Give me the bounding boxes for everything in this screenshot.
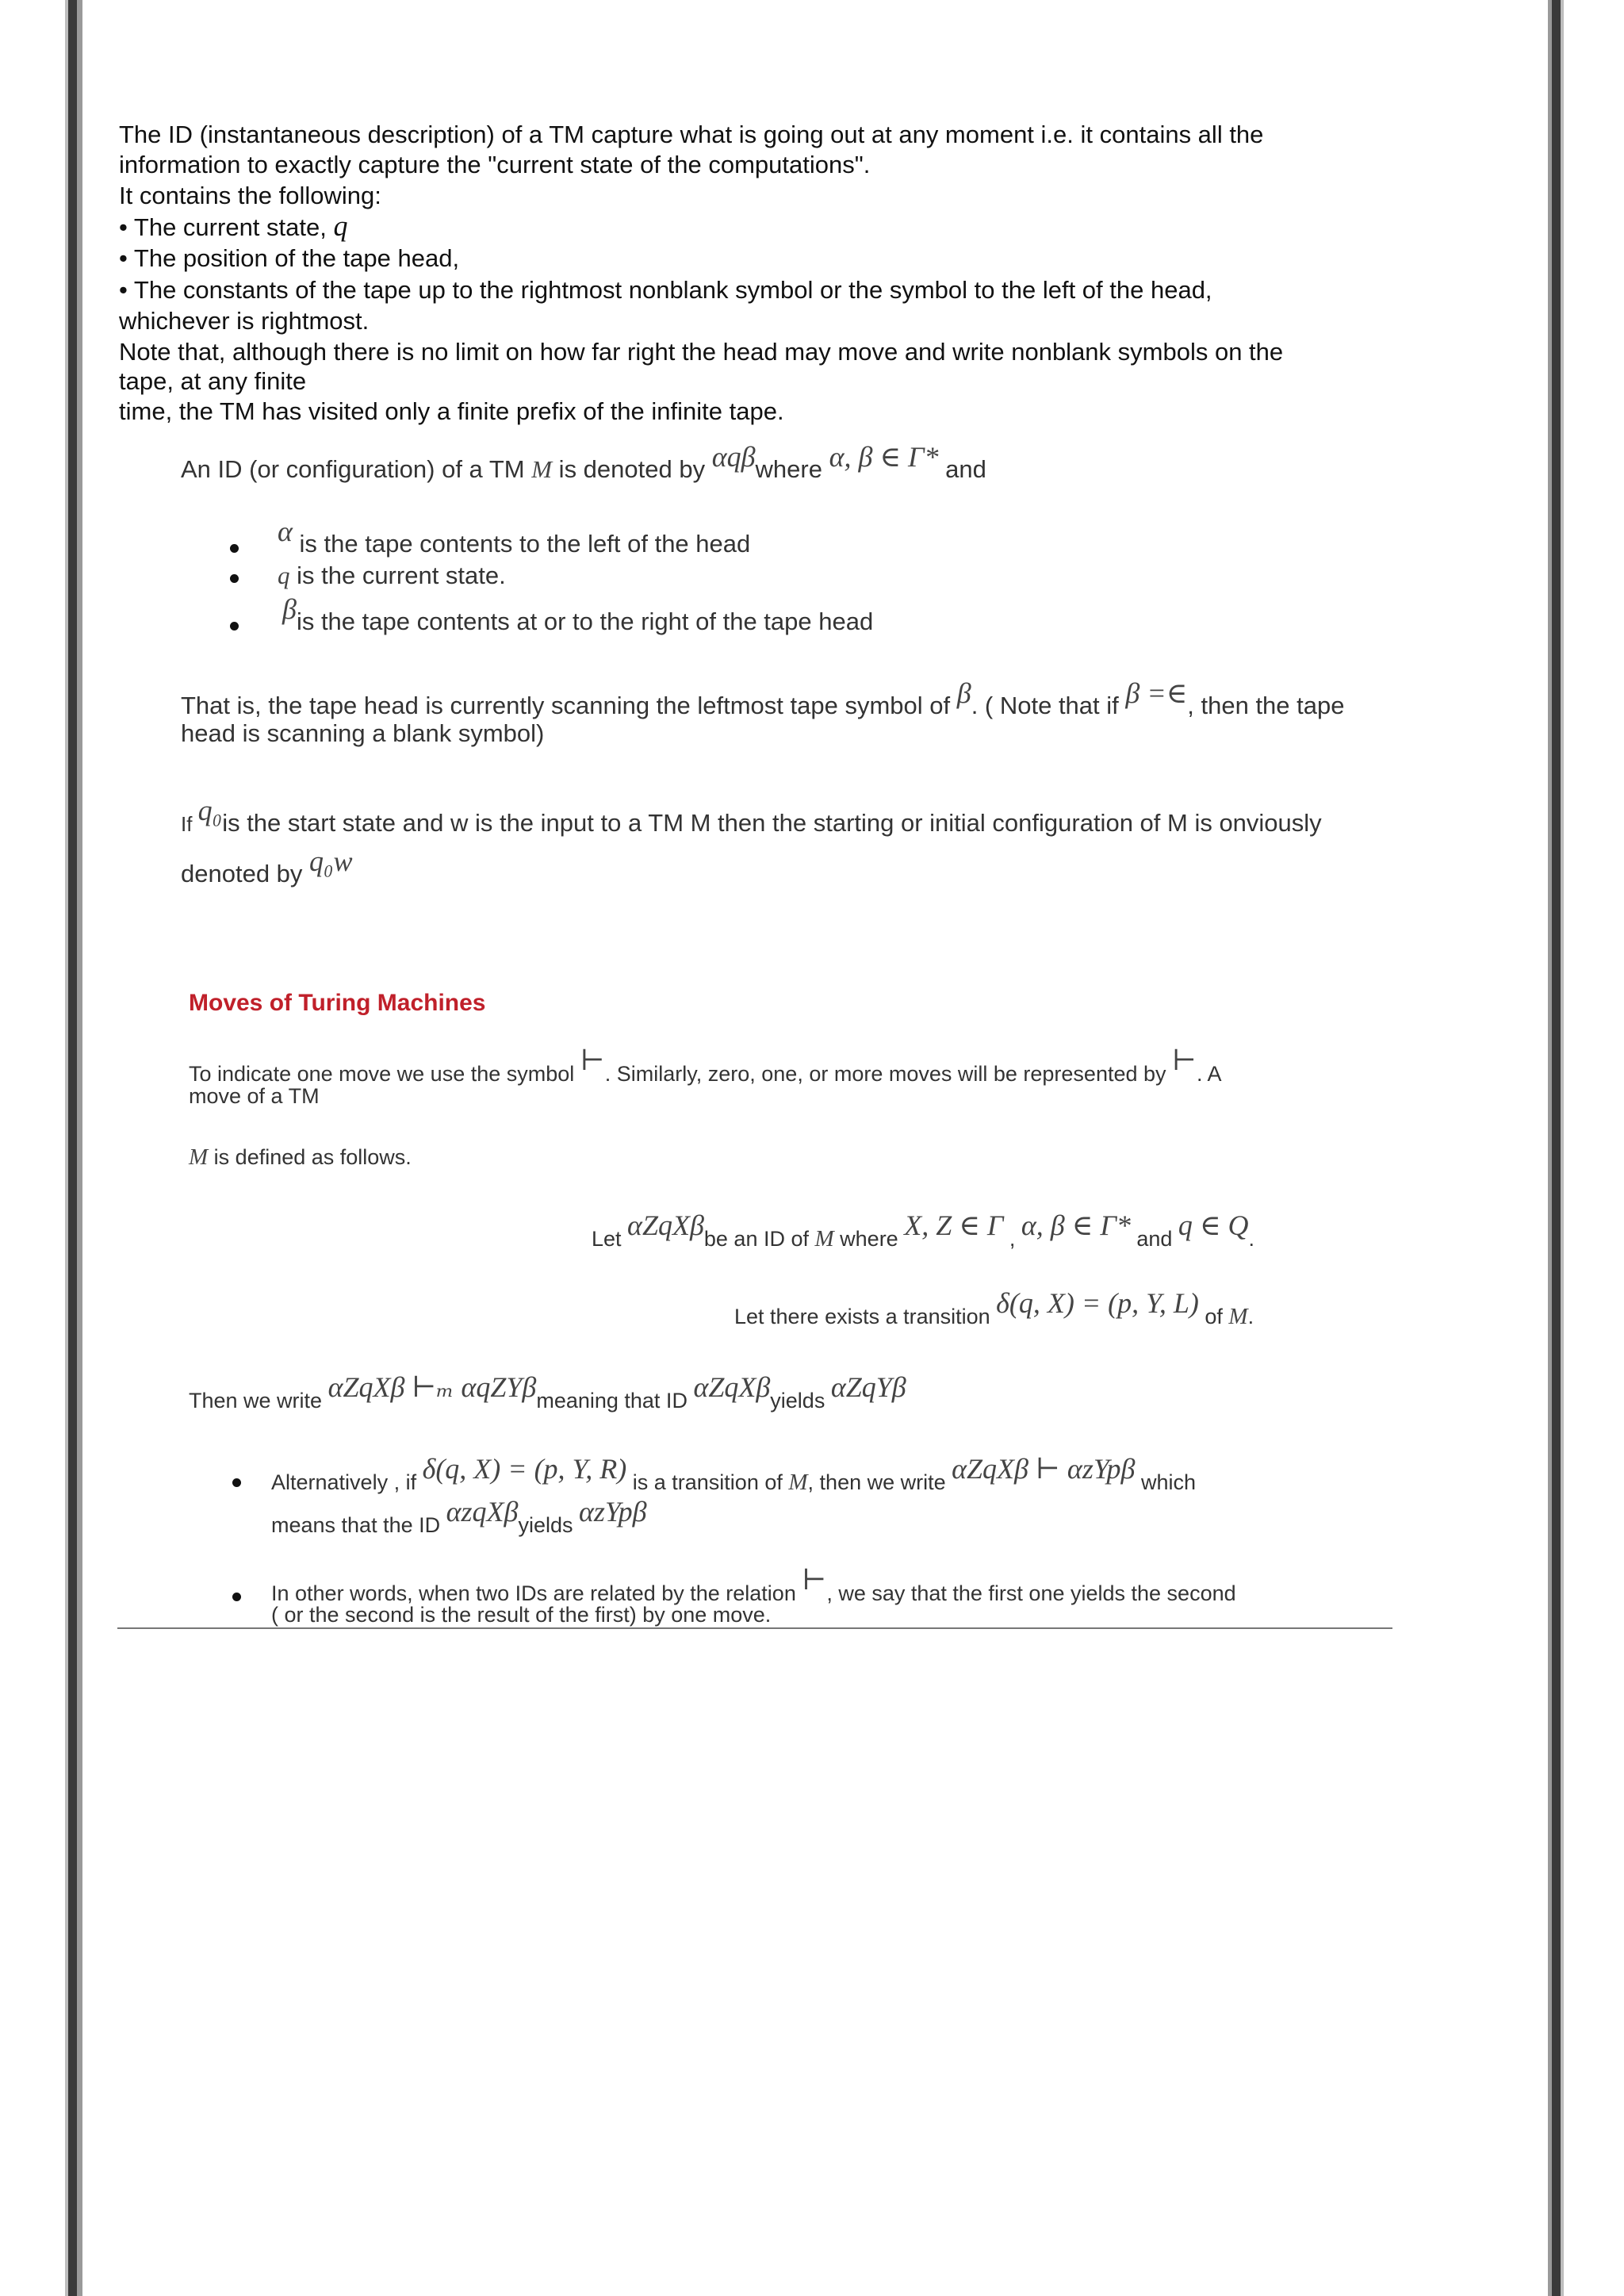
machine-symbol: M <box>788 1470 808 1495</box>
config-item-alpha-text: is the tape contents to the left of the head <box>292 530 751 558</box>
let-transition-a: Let there exists a transition <box>734 1305 997 1328</box>
result-id-expression: αZqYβ <box>830 1371 906 1403</box>
config-text-b: is denoted by <box>552 455 712 483</box>
let-text-c: where <box>833 1227 905 1251</box>
id-expression: αZqXβ <box>627 1209 704 1241</box>
move-relation-expression: αZqXβ ⊢ₘ αqZYβ <box>327 1371 537 1403</box>
let-transition-b: of <box>1198 1305 1229 1328</box>
tape-head-note-c: , then the tape <box>1187 692 1345 719</box>
config-item-q <box>278 560 506 592</box>
id-expression: αZqXβ <box>693 1371 771 1403</box>
let-transition-line <box>734 1287 1254 1330</box>
in-other-words-line-2: ( or the second is the result of the first) by one move. <box>271 1603 772 1627</box>
alt-text-a: Alternatively , if <box>271 1470 423 1494</box>
start-state-symbol: q₀ <box>197 795 223 826</box>
bullet-dot <box>230 622 239 631</box>
config-item-q-text: is the current state. <box>289 562 506 589</box>
tape-head-note <box>181 677 1345 722</box>
ow-text-b: , we say that the first one yields the second <box>826 1581 1236 1605</box>
start-config-denoted <box>181 845 353 890</box>
intro-bullet-tape-head: • The position of the tape head, <box>119 244 460 272</box>
result-id-expression: αzYpβ <box>578 1496 647 1527</box>
bullet-dot <box>230 574 239 583</box>
then-we-write-line <box>189 1371 906 1414</box>
config-item-beta-text: is the tape contents at or to the right of the tape head <box>296 608 874 635</box>
tape-head-note-a: That is, the tape head is currently scanning the leftmost tape symbol of <box>181 692 957 719</box>
config-item-alpha <box>278 516 751 560</box>
bullet-dot <box>230 544 239 553</box>
moves-intro-a: To indicate one move we use the symbol <box>189 1062 580 1086</box>
moves-intro-cont: move of a TM <box>189 1084 320 1108</box>
alt-text-e: means that the ID <box>271 1513 446 1537</box>
config-set-expression: α, β ∈ Γ* <box>829 441 939 473</box>
config-definition <box>181 441 986 485</box>
intro-bullet-1-text: • The current state, <box>119 213 334 241</box>
intro-note-line-2: tape, at any finite <box>119 367 307 395</box>
alt-text-f: yields <box>518 1513 579 1537</box>
alternative-move-line-2 <box>271 1496 647 1539</box>
moves-intro-b: . Similarly, zero, one, or more moves will be represented by <box>604 1062 1173 1086</box>
tape-head-note-cont: head is scanning a blank symbol) <box>181 719 545 747</box>
start-config-expression: q₀w <box>309 845 353 877</box>
then-text-b: meaning that ID <box>536 1389 694 1412</box>
intro-line-1: The ID (instantaneous description) of a TM capture what is going out at any moment i.e. it contains all the <box>119 121 1264 148</box>
ow-text-a: In other words, when two IDs are related by the relation <box>271 1581 802 1605</box>
bullet-dot <box>232 1593 241 1601</box>
alpha-symbol: α <box>278 516 293 547</box>
intro-note-line-1: Note that, although there is no limit on how far right the head may move and write nonblank symbols on the <box>119 338 1284 366</box>
config-text-d: and <box>938 455 986 483</box>
turnstile-symbol: ⊢ <box>802 1564 827 1596</box>
left-transition-expression: δ(q, X) = (p, Y, L) <box>996 1287 1199 1319</box>
machine-symbol: M <box>189 1144 209 1170</box>
beta-symbol-inline: β <box>956 677 971 709</box>
intro-line-2: information to exactly capture the "current state of the computations". <box>119 151 871 178</box>
alt-text-c: , then we write <box>807 1470 952 1494</box>
alternative-move-line <box>271 1453 1197 1496</box>
alpha-beta-set-expression: α, β ∈ Γ* <box>1021 1209 1131 1241</box>
let-text-d: and <box>1130 1227 1178 1251</box>
start-config-denoted-text: denoted by <box>181 860 310 887</box>
machine-symbol: M <box>1228 1304 1248 1329</box>
id-expression: αzqXβ <box>446 1496 519 1527</box>
turnstile-symbol: ⊢ <box>1172 1045 1197 1076</box>
tape-head-note-b: . ( Note that if <box>971 692 1126 719</box>
machine-symbol: M <box>814 1226 834 1251</box>
q-symbol: q <box>278 562 290 589</box>
config-text-c: where <box>755 455 829 483</box>
start-config-a: If <box>181 812 198 836</box>
machine-symbol: M <box>531 455 553 483</box>
turnstile-symbol: ⊢ <box>580 1045 605 1076</box>
xz-set-expression: X, Z ∈ Γ <box>904 1209 1004 1241</box>
moves-defined-text: is defined as follows. <box>208 1145 412 1169</box>
moves-intro-c: . A <box>1196 1062 1222 1086</box>
right-transition-expression: δ(q, X) = (p, Y, R) <box>422 1453 627 1485</box>
q-set-expression: q ∈ Q <box>1178 1209 1249 1241</box>
start-config-line <box>181 795 1322 840</box>
beta-symbol: β <box>282 593 297 625</box>
let-transition-c: . <box>1247 1305 1254 1328</box>
bullet-dot <box>232 1478 241 1487</box>
config-text-a: An ID (or configuration) of a TM <box>181 455 532 483</box>
right-move-expression: αZqXβ ⊢ αzYpβ <box>952 1453 1136 1485</box>
let-id-line <box>592 1209 1255 1252</box>
page-border-left <box>65 0 82 2296</box>
let-text-a: Let <box>592 1227 628 1251</box>
let-comma: , <box>1003 1227 1021 1251</box>
moves-heading: Moves of Turing Machines <box>189 990 486 1016</box>
moves-defined <box>189 1144 412 1171</box>
let-text-e: . <box>1248 1227 1255 1251</box>
config-item-beta <box>282 593 874 638</box>
intro-bullet-current-state <box>119 211 347 243</box>
intro-note-line-3: time, the TM has visited only a finite prefix of the infinite tape. <box>119 397 784 425</box>
then-text-a: Then we write <box>189 1389 328 1412</box>
alt-text-b: is a transition of <box>626 1470 789 1494</box>
intro-line-3: It contains the following: <box>119 182 381 209</box>
horizontal-rule <box>117 1627 1392 1629</box>
let-text-b: be an ID of <box>703 1227 815 1251</box>
state-symbol: q <box>333 210 348 242</box>
config-expression: αqβ <box>711 441 756 473</box>
moves-intro <box>189 1045 1222 1087</box>
start-config-b: is the start state and w is the input to a TM M then the starting or initial configuration of M is onviously <box>222 809 1322 837</box>
alt-text-d: which <box>1135 1470 1197 1494</box>
intro-bullet-tape-constants: • The constants of the tape up to the rightmost nonblank symbol or the symbol to the left of the head, <box>119 276 1212 304</box>
beta-epsilon-expression: β =∈ <box>1125 677 1188 709</box>
then-text-c: yields <box>770 1389 831 1412</box>
intro-bullet-tape-constants-cont: whichever is rightmost. <box>119 307 370 335</box>
page-border-right <box>1548 0 1564 2296</box>
